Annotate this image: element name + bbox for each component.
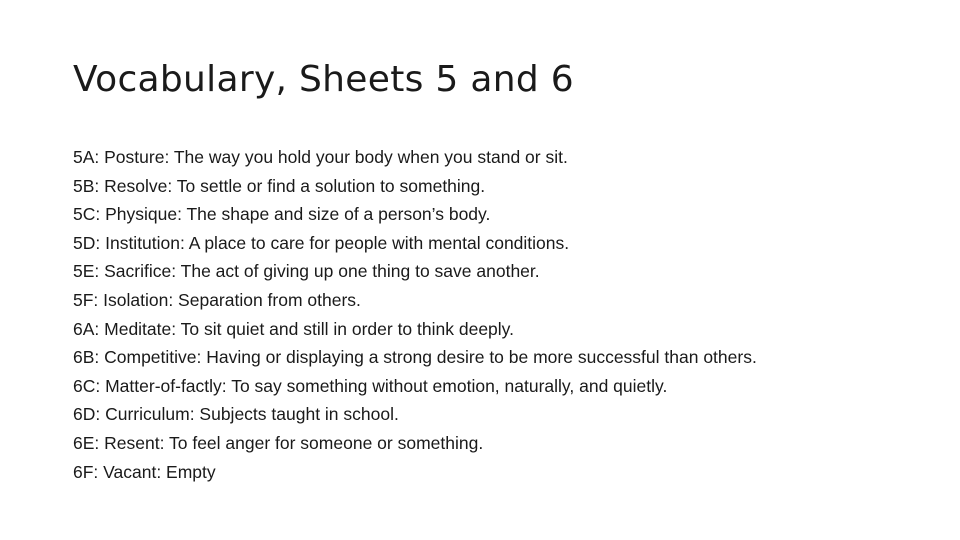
vocab-item-5e: 5E: Sacrifice: The act of giving up one thing to save another. — [73, 261, 540, 282]
vocab-item-6b: 6B: Competitive: Having or displaying a strong desire to be more successful than others. — [73, 347, 757, 368]
vocab-item-6d: 6D: Curriculum: Subjects taught in school. — [73, 404, 399, 425]
vocab-item-5a: 5A: Posture: The way you hold your body when you stand or sit. — [73, 147, 568, 167]
vocab-item-5d: 5D: Institution: A place to care for people with mental conditions. — [73, 232, 570, 253]
vocab-item-6a: 6A: Meditate: To sit quiet and still in order to think deeply. — [73, 318, 514, 339]
vocabulary-list — [73, 143, 757, 486]
vocab-item-6e: 6E: Resent: To feel anger for someone or something. — [73, 432, 484, 453]
vocab-item-6f: 6F: Vacant: Empty — [73, 461, 216, 482]
slide-title: Vocabulary, Sheets 5 and 6 — [73, 59, 574, 100]
vocab-item-5c: 5C: Physique: The shape and size of a person’s body. — [73, 204, 491, 225]
vocab-item-5b: 5B: Resolve: To settle or find a solution to something. — [73, 175, 486, 196]
vocab-item-6c: 6C: Matter-of-factly: To say something without emotion, naturally, and quietly. — [73, 375, 668, 396]
vocab-item-5f: 5F: Isolation: Separation from others. — [73, 289, 361, 310]
